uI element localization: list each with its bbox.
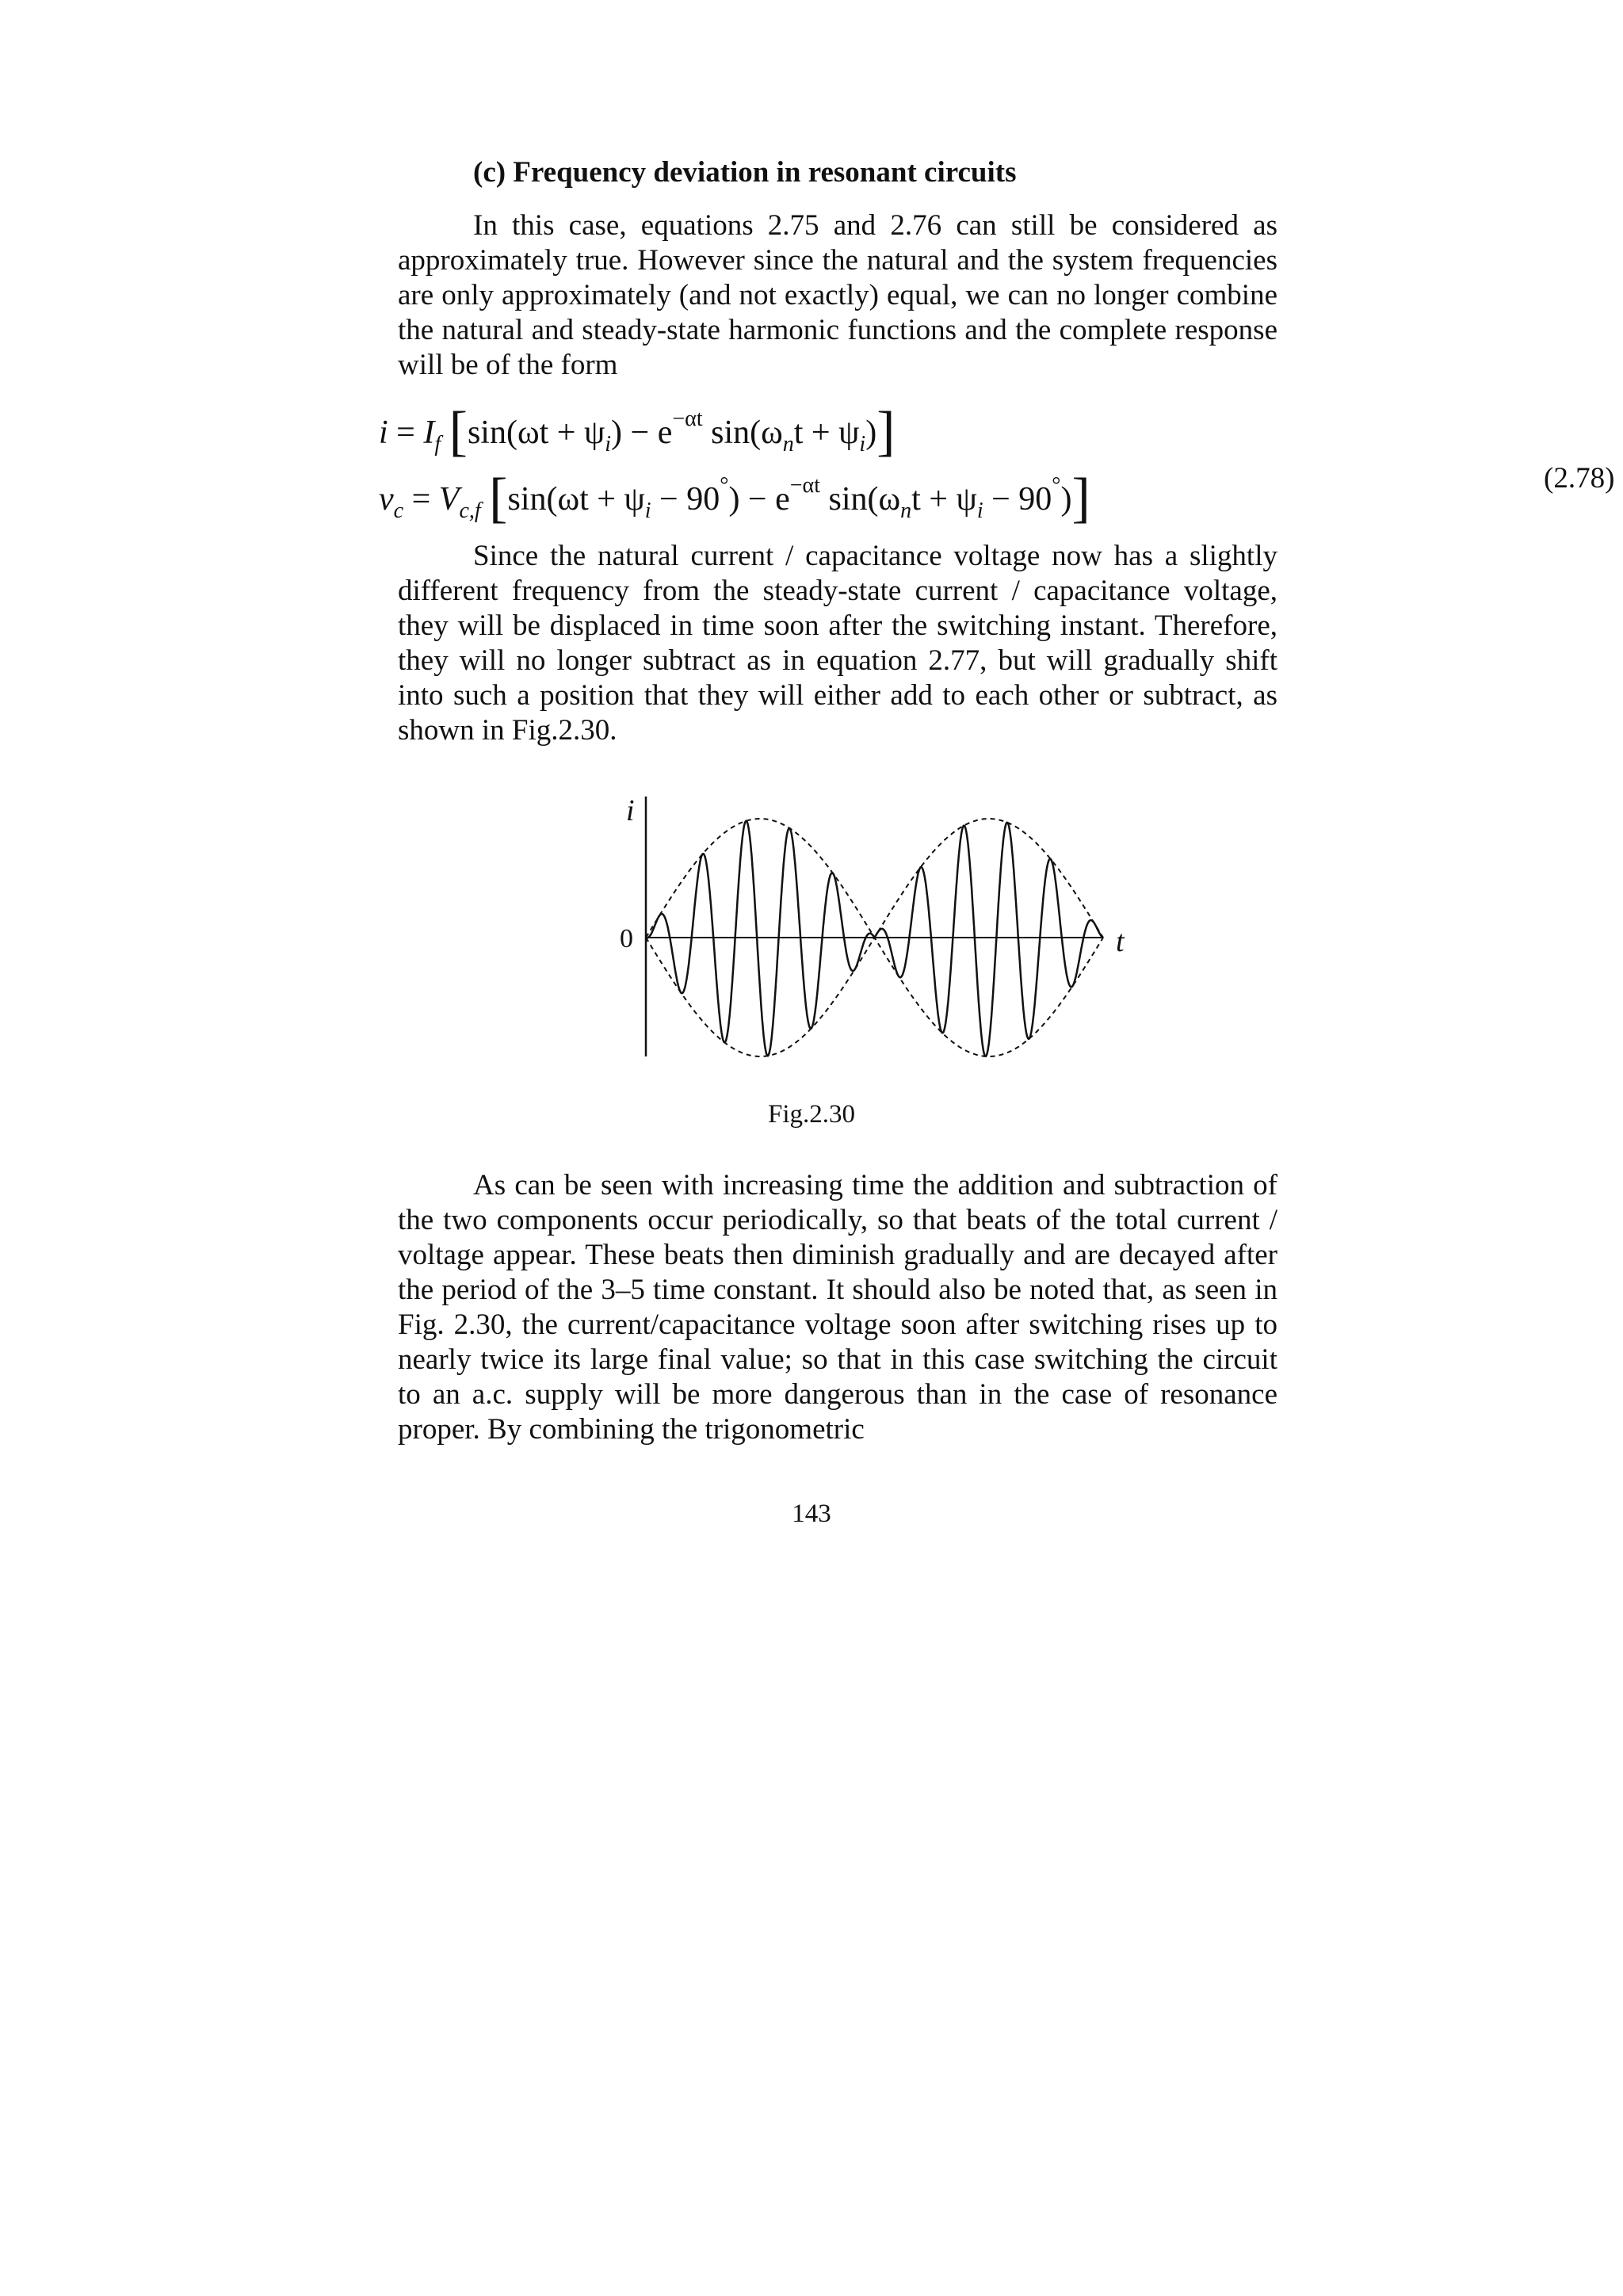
eq1-bracket-close: ] xyxy=(876,401,896,462)
origin-label: 0 xyxy=(620,924,633,953)
eq1-term1: sin(ωt + ψ xyxy=(467,415,605,451)
eq2-degree2: ° xyxy=(1052,473,1061,498)
figure-caption: Fig.2.30 xyxy=(767,1100,856,1129)
eq2-term2-sub: n xyxy=(900,499,912,523)
eq2-bracket-open: [ xyxy=(489,468,508,529)
eq1-bracket-open: [ xyxy=(449,401,468,462)
page-number: 143 xyxy=(792,1499,831,1528)
eq2-term1-end: ) − e xyxy=(728,481,790,518)
eq1-exponent: −αt xyxy=(672,407,703,431)
eq1-term2: sin(ω xyxy=(702,415,783,451)
equation-current xyxy=(379,401,896,462)
eq1-term2-end: ) xyxy=(865,415,877,451)
envelope-upper xyxy=(646,819,1103,938)
eq2-coef-sub: c,f xyxy=(459,499,481,523)
eq1-term1-sub: i xyxy=(605,432,612,457)
eq2-bracket-close: ] xyxy=(1071,468,1090,529)
eq2-lhs: v xyxy=(379,481,394,518)
paragraph-intro: In this case, equations 2.75 and 2.76 can still be considered as approximately true. However since the natural and the system frequencies are only approximately (and not exactly) equal, we can no longer combine the natural and steady-state harmonic functions and the complete response will be of the form xyxy=(398,209,1277,381)
y-axis-label: i xyxy=(626,794,635,827)
eq2-lhs-sub: c xyxy=(393,499,404,523)
equation-voltage xyxy=(379,468,1090,529)
eq2-term2-end: ) xyxy=(1060,481,1072,518)
figure-2-30 xyxy=(602,789,1141,1074)
eq1-lhs: i xyxy=(379,415,388,451)
paragraph-displacement: Since the natural current / capacitance voltage now has a slightly different frequency from the steady-state current / capacitance voltage, they will be displaced in time soon after the switching instant. Therefore, they will no longer subtract as in equation 2.77, but will gradually shift into such a position that they will either add to each other or subtract, as shown in Fig.2.30. xyxy=(398,540,1277,747)
section-heading: (c) Frequency deviation in resonant circuits xyxy=(473,156,1017,189)
beat-waveform-plot xyxy=(602,789,1141,1074)
eq2-term2-sub2: i xyxy=(976,499,983,523)
x-axis-label: t xyxy=(1116,925,1125,958)
equation-number: (2.78) xyxy=(1544,462,1615,495)
paragraph-beats: As can be seen with increasing time the addition and subtraction of the two components occur periodically, so that beats of the total current / voltage appear. These beats then diminish gradually and are decayed after the period of the 3–5 time constant. It should also be noted that, as seen in Fig. 2.30, the current/capacitance voltage soon after switching rises up to nearly twice its large final value; so that in this case switching the circuit to an a.c. supply will be more dangerous than in the case of resonance proper. By combining the trigonometric xyxy=(398,1169,1277,1446)
eq1-term2-sub2: i xyxy=(859,432,866,457)
eq2-term1: sin(ωt + ψ xyxy=(507,481,645,518)
eq1-term1-end: ) − e xyxy=(611,415,673,451)
eq2-degree: ° xyxy=(720,473,729,498)
beat-signal-curve xyxy=(646,821,1103,1056)
eq2-term2: sin(ω xyxy=(820,481,901,518)
eq1-term2-sub: n xyxy=(782,432,794,457)
eq2-term2-mid: t + ψ xyxy=(911,481,977,518)
eq2-term2-mid2: − 90 xyxy=(983,481,1052,518)
eq2-term1-sub: i xyxy=(644,499,651,523)
eq1-coef: I xyxy=(423,415,435,451)
eq1-equals: = xyxy=(388,415,424,451)
eq2-term1-mid: − 90 xyxy=(651,481,720,518)
eq2-equals: = xyxy=(403,481,439,518)
eq1-coef-sub: f xyxy=(434,432,441,457)
eq2-coef: V xyxy=(438,481,460,518)
equation-2-78 xyxy=(379,401,1615,547)
eq2-exponent: −αt xyxy=(789,473,821,498)
eq1-term2-mid: t + ψ xyxy=(793,415,860,451)
